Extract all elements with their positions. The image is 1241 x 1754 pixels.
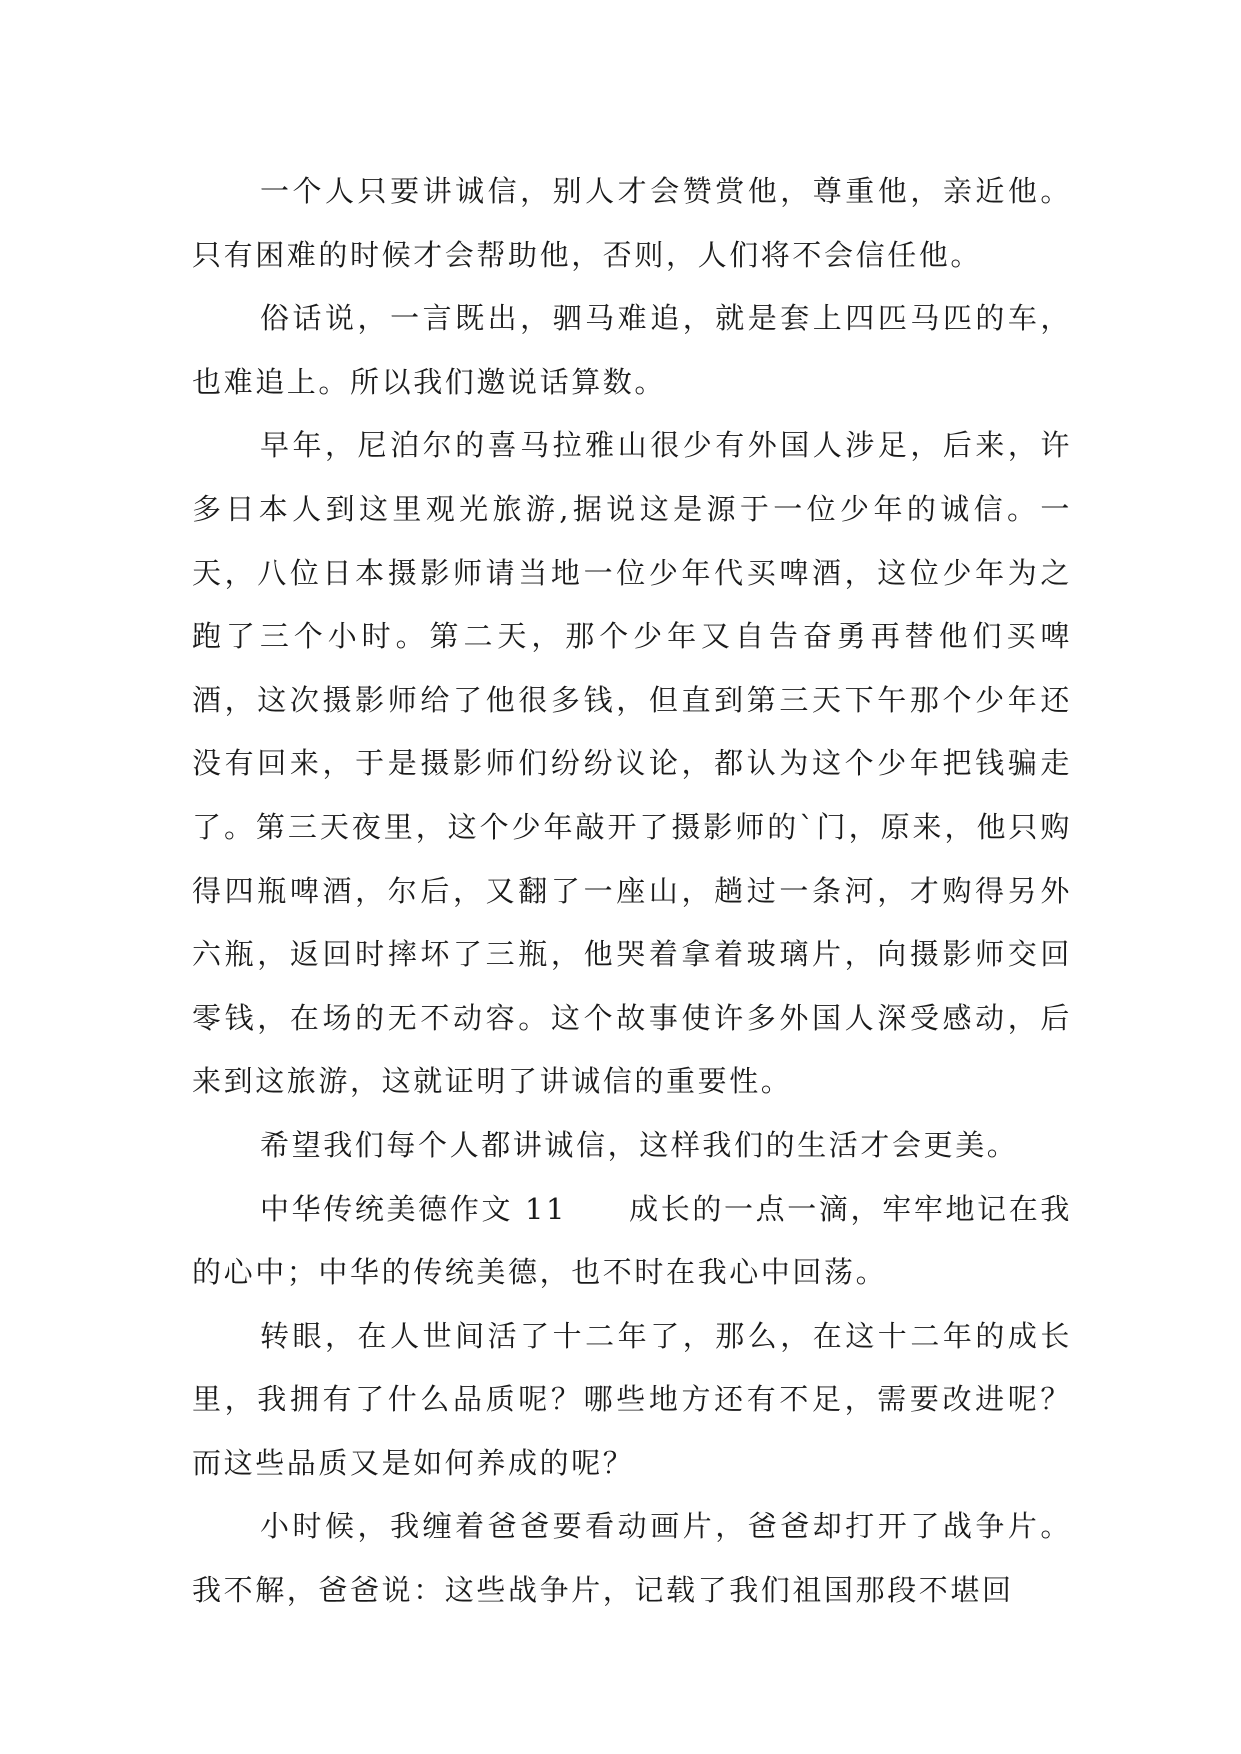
paragraph-integrity-intro: 一个人只要讲诚信，别人才会赞赏他，尊重他，亲近他。只有困难的时候才会帮助他，否则，人们将不会信任他。 (192, 174, 1072, 272)
paragraph-growth-question: 转眼，在人世间活了十二年了，那么，在这十二年的成长里，我拥有了什么品质呢？哪些地方还有不足，需要改进呢？而这些品质又是如何养成的呢？ (192, 1318, 1072, 1480)
document-body (192, 160, 1072, 1623)
paragraph-proverb: 俗话说，一言既出，驷马难追，就是套上四匹马匹的车，也难追上。所以我们邀说话算数。 (192, 301, 1072, 399)
section-heading: 中华传统美德作文 11 (260, 1191, 568, 1226)
section-first-paragraph: 成长的一点一滴，牢牢地记在我的心中；中华的传统美德，也不时在我心中回荡。 (192, 1191, 1072, 1290)
paragraph-nepal-story: 早年，尼泊尔的喜马拉雅山很少有外国人涉足，后来，许多日本人到这里观光旅游,据说这是源于一位少年的诚信。一天，八位日本摄影师请当地一位少年代买啤酒，这位少年为之跑了三个小时。第二天，那个少年又自告奋勇再替他们买啤酒，这次摄影师给了他很多钱，但直到第三天下午那个少年还没有回来，于是摄影师们纷纷议论，都认为这个少年把钱骗走了。第三天夜里，这个少年敲开了摄影师的`门，原来，他只购得四瓶啤酒，尔后，又翻了一座山，趟过一条河，才购得另外六瓶，返回时摔坏了三瓶，他哭着拿着玻璃片，向摄影师交回零钱，在场的无不动容。这个故事使许多外国人深受感动，后来到这旅游，这就证明了讲诚信的重要性。 (192, 428, 1072, 1099)
paragraph-hope: 希望我们每个人都讲诚信，这样我们的生活才会更美。 (260, 1127, 1019, 1162)
paragraph-section-start (192, 1178, 1072, 1305)
paragraph-childhood: 小时候，我缠着爸爸要看动画片，爸爸却打开了战争片。我不解，爸爸说：这些战争片，记载了我们祖国那段不堪回 (192, 1509, 1072, 1608)
